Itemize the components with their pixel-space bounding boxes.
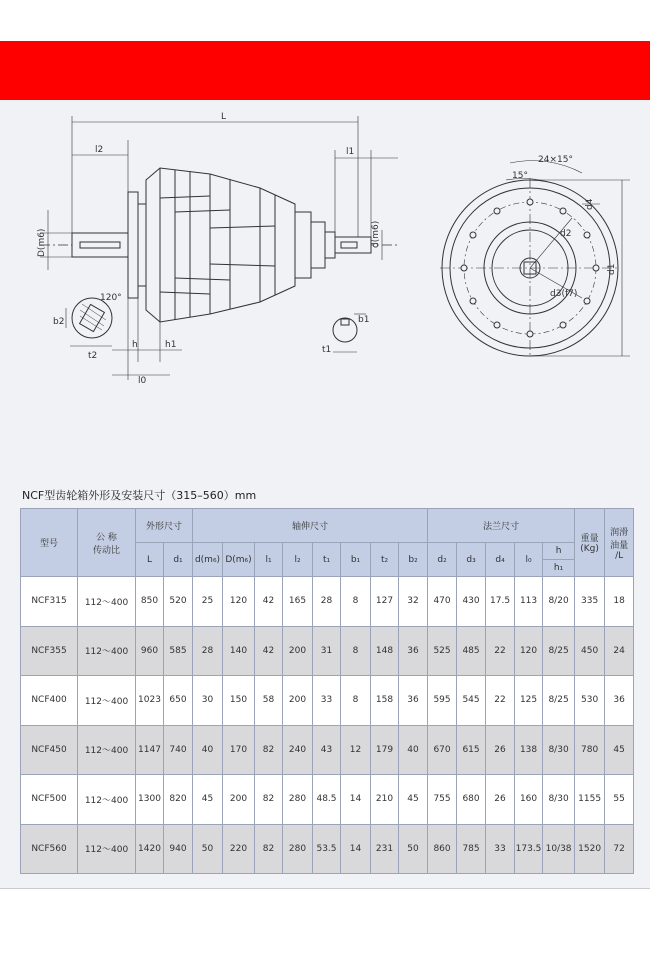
cell-model: NCF500 [21, 775, 78, 825]
cell-oil: 36 [605, 676, 634, 726]
cell-l0: 125 [515, 676, 543, 726]
cell-t2: 148 [371, 626, 399, 676]
table-row [21, 626, 634, 676]
cell-ratio: 112～400 [78, 626, 136, 676]
cell-l1: 42 [255, 577, 283, 627]
cell-b1: 8 [341, 626, 371, 676]
cell-h: 8/30 [543, 775, 575, 825]
label-l2: l2 [95, 145, 104, 155]
cell-t1: 53.5 [313, 824, 341, 874]
cell-d2: 670 [428, 725, 457, 775]
label-d3: d3(f7) [550, 289, 578, 299]
label-15: 15° [512, 171, 528, 181]
label-l1: l1 [346, 147, 355, 157]
cell-d2: 595 [428, 676, 457, 726]
label-b1: b1 [358, 315, 370, 325]
cell-d4: 26 [486, 725, 515, 775]
header-d4: d₄ [486, 543, 515, 577]
cell-d: 30 [193, 676, 223, 726]
cell-model: NCF355 [21, 626, 78, 676]
header-b2: b₂ [399, 543, 428, 577]
cell-l1: 58 [255, 676, 283, 726]
cell-d1: 820 [164, 775, 193, 825]
header-oil: 润滑 油量 /L [605, 509, 634, 577]
header-l1: l₁ [255, 543, 283, 577]
cell-b2: 32 [399, 577, 428, 627]
cell-d4: 33 [486, 824, 515, 874]
cell-d1: 520 [164, 577, 193, 627]
cell-oil: 45 [605, 725, 634, 775]
cell-D: 220 [223, 824, 255, 874]
cell-l1: 82 [255, 725, 283, 775]
cell-l2: 280 [283, 824, 313, 874]
header-h1: h₁ [543, 560, 575, 577]
top-banner [0, 41, 650, 100]
cell-oil: 24 [605, 626, 634, 676]
cell-l2: 200 [283, 626, 313, 676]
table-row [21, 775, 634, 825]
cell-t1: 33 [313, 676, 341, 726]
cell-l0: 113 [515, 577, 543, 627]
cell-d3: 485 [457, 626, 486, 676]
label-t2: t2 [88, 351, 98, 361]
label-t1: t1 [322, 345, 332, 355]
cell-l1: 82 [255, 775, 283, 825]
cell-d: 45 [193, 775, 223, 825]
cell-d4: 26 [486, 775, 515, 825]
flange-view [440, 161, 630, 358]
cell-d4: 22 [486, 626, 515, 676]
cell-t2: 127 [371, 577, 399, 627]
page-bottom-edge [0, 888, 650, 889]
cell-d: 50 [193, 824, 223, 874]
cell-l0: 138 [515, 725, 543, 775]
header-d1: d₁ [164, 543, 193, 577]
cell-oil: 72 [605, 824, 634, 874]
cell-h: 8/25 [543, 626, 575, 676]
cell-D: 200 [223, 775, 255, 825]
cell-h: 8/30 [543, 725, 575, 775]
cell-L: 960 [136, 626, 164, 676]
label-d2: d2 [560, 229, 572, 239]
cell-oil: 18 [605, 577, 634, 627]
cell-d1: 940 [164, 824, 193, 874]
cell-h: 10/38 [543, 824, 575, 874]
header-b1: b₁ [341, 543, 371, 577]
cell-d3: 545 [457, 676, 486, 726]
cell-t2: 179 [371, 725, 399, 775]
cell-L: 1023 [136, 676, 164, 726]
header-d-m6: d(m₆) [193, 543, 223, 577]
cell-d3: 615 [457, 725, 486, 775]
label-D-m6: D(m6) [37, 228, 47, 257]
cell-l2: 200 [283, 676, 313, 726]
label-h1: h1 [165, 340, 177, 350]
cell-weight: 450 [575, 626, 605, 676]
cell-weight: 780 [575, 725, 605, 775]
cell-d2: 470 [428, 577, 457, 627]
cell-l1: 42 [255, 626, 283, 676]
cell-t2: 210 [371, 775, 399, 825]
cell-d2: 755 [428, 775, 457, 825]
cell-d: 40 [193, 725, 223, 775]
label-d1: d1 [607, 263, 617, 275]
cell-D: 140 [223, 626, 255, 676]
cell-l2: 240 [283, 725, 313, 775]
header-l0: l₀ [515, 543, 543, 577]
cell-l0: 120 [515, 626, 543, 676]
label-d-m6: d(m6) [371, 220, 381, 248]
table-row [21, 824, 634, 874]
table-row [21, 577, 634, 627]
header-model: 型号 [21, 509, 78, 577]
cell-l0: 160 [515, 775, 543, 825]
cell-b1: 8 [341, 577, 371, 627]
header-shaft: 轴伸尺寸 [193, 509, 428, 543]
label-h: h [132, 340, 138, 350]
cell-t1: 48.5 [313, 775, 341, 825]
label-120: 120° [100, 293, 122, 303]
cell-ratio: 112～400 [78, 676, 136, 726]
cell-weight: 1520 [575, 824, 605, 874]
cell-b2: 45 [399, 775, 428, 825]
cell-ratio: 112～400 [78, 577, 136, 627]
cell-D: 150 [223, 676, 255, 726]
cell-t2: 158 [371, 676, 399, 726]
cell-d3: 680 [457, 775, 486, 825]
gearbox-drawing [0, 100, 650, 480]
header-L: L [136, 543, 164, 577]
cell-b2: 36 [399, 676, 428, 726]
header-t1: t₁ [313, 543, 341, 577]
cell-L: 1420 [136, 824, 164, 874]
table-row [21, 725, 634, 775]
cell-l1: 82 [255, 824, 283, 874]
header-flange: 法兰尺寸 [428, 509, 575, 543]
cell-b2: 40 [399, 725, 428, 775]
label-bolt-pattern: 24×15° [538, 155, 573, 165]
cell-b1: 12 [341, 725, 371, 775]
cell-h: 8/20 [543, 577, 575, 627]
cell-d1: 740 [164, 725, 193, 775]
cell-l2: 280 [283, 775, 313, 825]
cell-l2: 165 [283, 577, 313, 627]
header-outline: 外形尺寸 [136, 509, 193, 543]
cell-D: 170 [223, 725, 255, 775]
cell-l0: 173.5 [515, 824, 543, 874]
cell-d3: 785 [457, 824, 486, 874]
label-L: L [221, 112, 227, 122]
label-l0: l0 [138, 376, 147, 386]
cell-L: 1300 [136, 775, 164, 825]
cell-model: NCF560 [21, 824, 78, 874]
header-l2: l₂ [283, 543, 313, 577]
cell-d3: 430 [457, 577, 486, 627]
spec-table [20, 508, 634, 874]
cell-ratio: 112～400 [78, 824, 136, 874]
cell-model: NCF450 [21, 725, 78, 775]
cell-d4: 17.5 [486, 577, 515, 627]
header-weight: 重量 (Kg) [575, 509, 605, 577]
cell-t1: 43 [313, 725, 341, 775]
cell-D: 120 [223, 577, 255, 627]
cell-model: NCF315 [21, 577, 78, 627]
header-D-m6: D(m₆) [223, 543, 255, 577]
cell-ratio: 112～400 [78, 775, 136, 825]
header-d3: d₃ [457, 543, 486, 577]
header-h: h [543, 543, 575, 560]
cell-model: NCF400 [21, 676, 78, 726]
cell-d: 25 [193, 577, 223, 627]
cell-d4: 22 [486, 676, 515, 726]
cell-L: 850 [136, 577, 164, 627]
cell-ratio: 112～400 [78, 725, 136, 775]
cell-d2: 860 [428, 824, 457, 874]
cell-b2: 36 [399, 626, 428, 676]
cell-b2: 50 [399, 824, 428, 874]
cell-oil: 55 [605, 775, 634, 825]
label-b2: b2 [53, 317, 65, 327]
cell-d1: 650 [164, 676, 193, 726]
header-d2: d₂ [428, 543, 457, 577]
cell-t1: 31 [313, 626, 341, 676]
cell-h: 8/25 [543, 676, 575, 726]
cell-weight: 335 [575, 577, 605, 627]
cell-b1: 8 [341, 676, 371, 726]
cell-d: 28 [193, 626, 223, 676]
cell-t1: 28 [313, 577, 341, 627]
cell-t2: 231 [371, 824, 399, 874]
header-ratio: 公 称 传动比 [78, 509, 136, 577]
cell-d2: 525 [428, 626, 457, 676]
cell-b1: 14 [341, 824, 371, 874]
cell-weight: 1155 [575, 775, 605, 825]
table-row [21, 676, 634, 726]
label-d4: d4 [585, 198, 595, 210]
table-title: NCF型齿轮箱外形及安装尺寸（315–560）mm [22, 489, 257, 502]
cell-L: 1147 [136, 725, 164, 775]
cell-b1: 14 [341, 775, 371, 825]
header-t2: t₂ [371, 543, 399, 577]
cell-weight: 530 [575, 676, 605, 726]
cell-d1: 585 [164, 626, 193, 676]
